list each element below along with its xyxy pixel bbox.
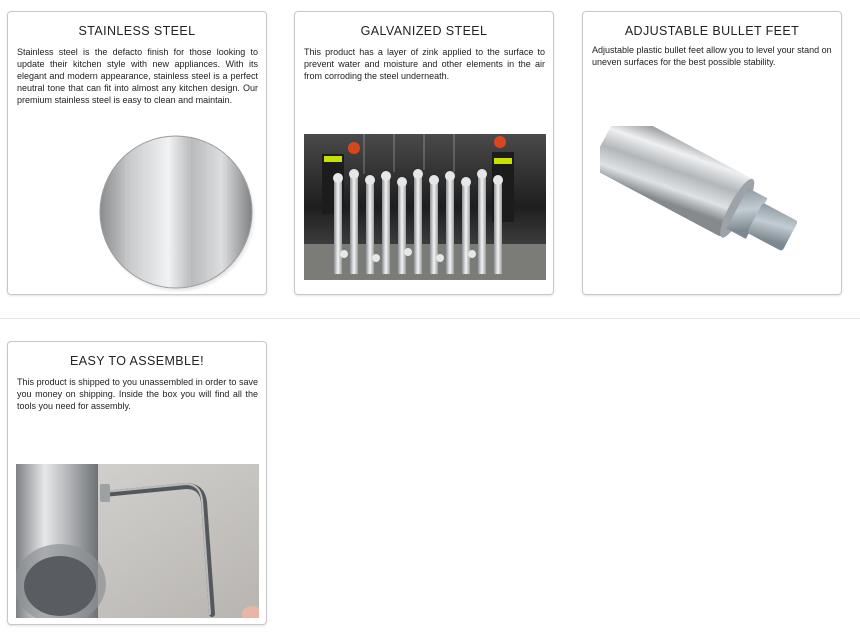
card-title: GALVANIZED STEEL xyxy=(360,24,488,38)
allen-key-photo xyxy=(16,464,259,618)
section-divider xyxy=(0,318,860,319)
brushed-steel-disc-image xyxy=(96,132,258,294)
card-title: EASY TO ASSEMBLE! xyxy=(70,354,204,368)
feature-card-easy-assemble xyxy=(7,341,267,625)
card-description: Stainless steel is the defacto finish for those looking to update their kitchen style with new appliances. With its elegant and modern appearance, stainless steel is a perfect neutral tone that can fit into almost any kitchen design. Our premium stainless steel is easy to clean and maintain. xyxy=(17,47,258,105)
card-description: This product is shipped to you unassembled in order to save you money on shipping. Inside the box you will find all the tools you need for assembly. xyxy=(17,377,258,411)
feature-card-bullet-feet xyxy=(582,11,842,295)
card-description: Adjustable plastic bullet feet allow you to level your stand on uneven surfaces for the best possible stability. xyxy=(592,45,832,67)
bullet-foot-photo xyxy=(600,126,800,260)
card-description: This product has a layer of zink applied to the surface to prevent water and moisture and other elements in the air from corroding the steel underneath. xyxy=(304,47,545,81)
card-title: STAINLESS STEEL xyxy=(78,24,196,38)
card-title: ADJUSTABLE BULLET FEET xyxy=(624,24,800,38)
feature-card-stainless-steel xyxy=(7,11,267,295)
feature-card-galvanized-steel xyxy=(294,11,554,295)
galvanizing-plant-photo xyxy=(304,134,546,280)
